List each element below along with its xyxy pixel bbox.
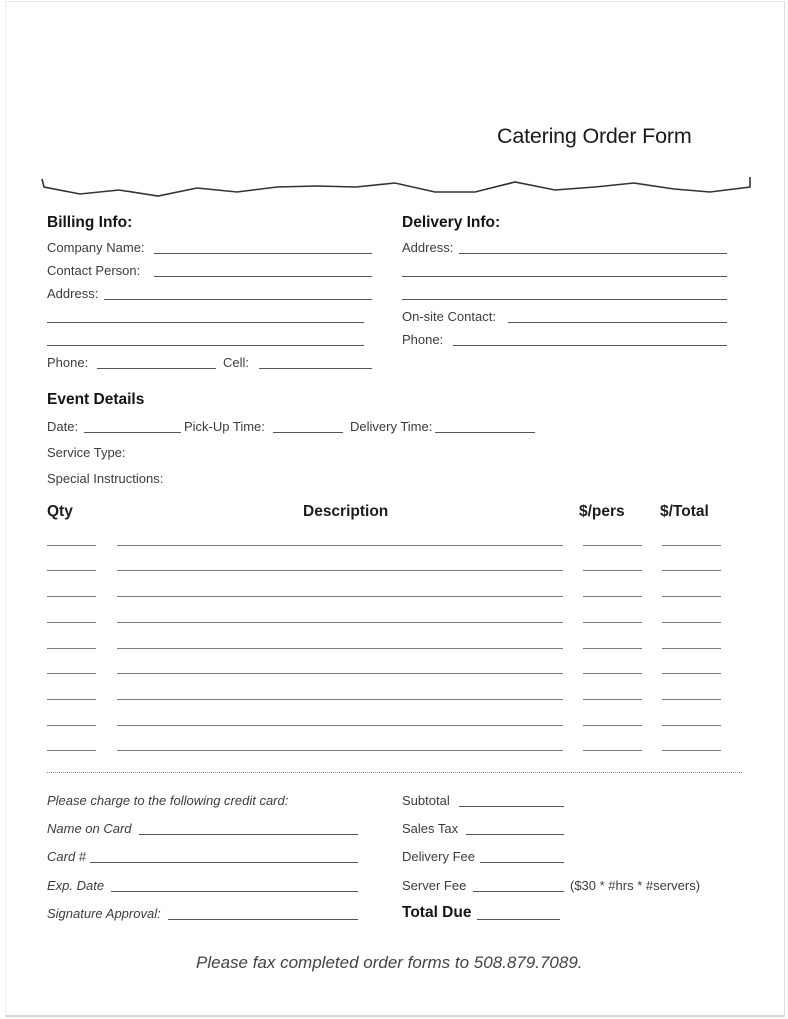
sales-tax-field[interactable] [466, 834, 564, 835]
qty-field[interactable] [47, 622, 96, 623]
qty-field[interactable] [47, 750, 96, 751]
signature-approval-label: Signature Approval: [47, 906, 161, 921]
column-header-per-person: $/pers [579, 503, 625, 520]
per-person-field[interactable] [583, 622, 642, 623]
per-person-field[interactable] [583, 699, 642, 700]
contact-person-field[interactable] [154, 276, 372, 277]
onsite-contact-field[interactable] [508, 322, 727, 323]
qty-field[interactable] [47, 725, 96, 726]
qty-field[interactable] [47, 673, 96, 674]
delivery-address-field-1[interactable] [459, 253, 727, 254]
column-header-description: Description [303, 503, 389, 520]
total-field[interactable] [662, 725, 721, 726]
pickup-time-field[interactable] [273, 432, 343, 433]
description-field[interactable] [117, 570, 563, 571]
delivery-address-field-2[interactable] [402, 276, 727, 277]
card-number-field[interactable] [90, 862, 358, 863]
per-person-field[interactable] [583, 673, 642, 674]
total-field[interactable] [662, 545, 721, 546]
per-person-field[interactable] [583, 750, 642, 751]
description-field[interactable] [117, 699, 563, 700]
contact-person-label: Contact Person: [47, 263, 141, 278]
description-field[interactable] [117, 673, 563, 674]
total-field[interactable] [662, 596, 721, 597]
total-due-field[interactable] [477, 919, 560, 920]
delivery-time-label: Delivery Time: [350, 419, 433, 434]
billing-cell-label: Cell: [223, 355, 250, 370]
per-person-field[interactable] [583, 596, 642, 597]
total-field[interactable] [662, 699, 721, 700]
delivery-address-field-3[interactable] [402, 299, 727, 300]
torn-edge-divider [40, 175, 752, 199]
company-name-label: Company Name: [47, 240, 145, 255]
billing-address-field-1[interactable] [104, 299, 372, 300]
server-fee-label: Server Fee [402, 878, 467, 893]
column-header-qty: Qty [47, 503, 73, 520]
billing-heading: Billing Info: [47, 214, 133, 231]
exp-date-label: Exp. Date [47, 878, 105, 893]
special-instructions-label: Special Instructions: [47, 471, 164, 486]
billing-cell-field[interactable] [259, 368, 372, 369]
dotted-separator [47, 772, 742, 773]
total-field[interactable] [662, 750, 721, 751]
onsite-contact-label: On-site Contact: [402, 309, 496, 324]
description-field[interactable] [117, 545, 563, 546]
billing-address-field-2[interactable] [47, 322, 364, 323]
delivery-heading: Delivery Info: [402, 214, 501, 231]
exp-date-field[interactable] [111, 891, 358, 892]
total-field[interactable] [662, 570, 721, 571]
qty-field[interactable] [47, 545, 96, 546]
credit-card-intro: Please charge to the following credit card: [47, 793, 289, 808]
column-header-total: $/Total [660, 503, 709, 520]
billing-phone-label: Phone: [47, 355, 89, 370]
per-person-field[interactable] [583, 545, 642, 546]
delivery-fee-label: Delivery Fee [402, 849, 475, 864]
per-person-field[interactable] [583, 648, 642, 649]
name-on-card-field[interactable] [139, 834, 358, 835]
delivery-fee-field[interactable] [480, 862, 564, 863]
event-date-label: Date: [47, 419, 79, 434]
description-field[interactable] [117, 725, 563, 726]
service-type-label: Service Type: [47, 445, 126, 460]
delivery-time-field[interactable] [435, 432, 535, 433]
subtotal-label: Subtotal [402, 793, 450, 808]
delivery-address-label: Address: [402, 240, 454, 255]
sales-tax-label: Sales Tax [402, 821, 459, 836]
company-name-field[interactable] [154, 253, 372, 254]
billing-address-label: Address: [47, 286, 99, 301]
billing-address-field-3[interactable] [47, 345, 364, 346]
per-person-field[interactable] [583, 725, 642, 726]
delivery-phone-field[interactable] [453, 345, 727, 346]
name-on-card-label: Name on Card [47, 821, 132, 836]
server-fee-field[interactable] [473, 891, 564, 892]
qty-field[interactable] [47, 570, 96, 571]
total-due-label: Total Due [402, 904, 472, 921]
server-fee-note: ($30 * #hrs * #servers) [570, 878, 701, 893]
description-field[interactable] [117, 648, 563, 649]
form-title: Catering Order Form [497, 124, 692, 148]
qty-field[interactable] [47, 699, 96, 700]
description-field[interactable] [117, 750, 563, 751]
per-person-field[interactable] [583, 570, 642, 571]
total-field[interactable] [662, 648, 721, 649]
card-number-label: Card # [47, 849, 87, 864]
signature-approval-field[interactable] [168, 919, 358, 920]
pickup-time-label: Pick-Up Time: [184, 419, 265, 434]
event-date-field[interactable] [84, 432, 181, 433]
fax-instructions: Please fax completed order forms to 508.879.7089. [196, 953, 583, 972]
billing-phone-field[interactable] [97, 368, 216, 369]
qty-field[interactable] [47, 596, 96, 597]
description-field[interactable] [117, 596, 563, 597]
total-field[interactable] [662, 622, 721, 623]
description-field[interactable] [117, 622, 563, 623]
total-field[interactable] [662, 673, 721, 674]
delivery-phone-label: Phone: [402, 332, 444, 347]
subtotal-field[interactable] [459, 806, 564, 807]
event-heading: Event Details [47, 391, 145, 408]
qty-field[interactable] [47, 648, 96, 649]
